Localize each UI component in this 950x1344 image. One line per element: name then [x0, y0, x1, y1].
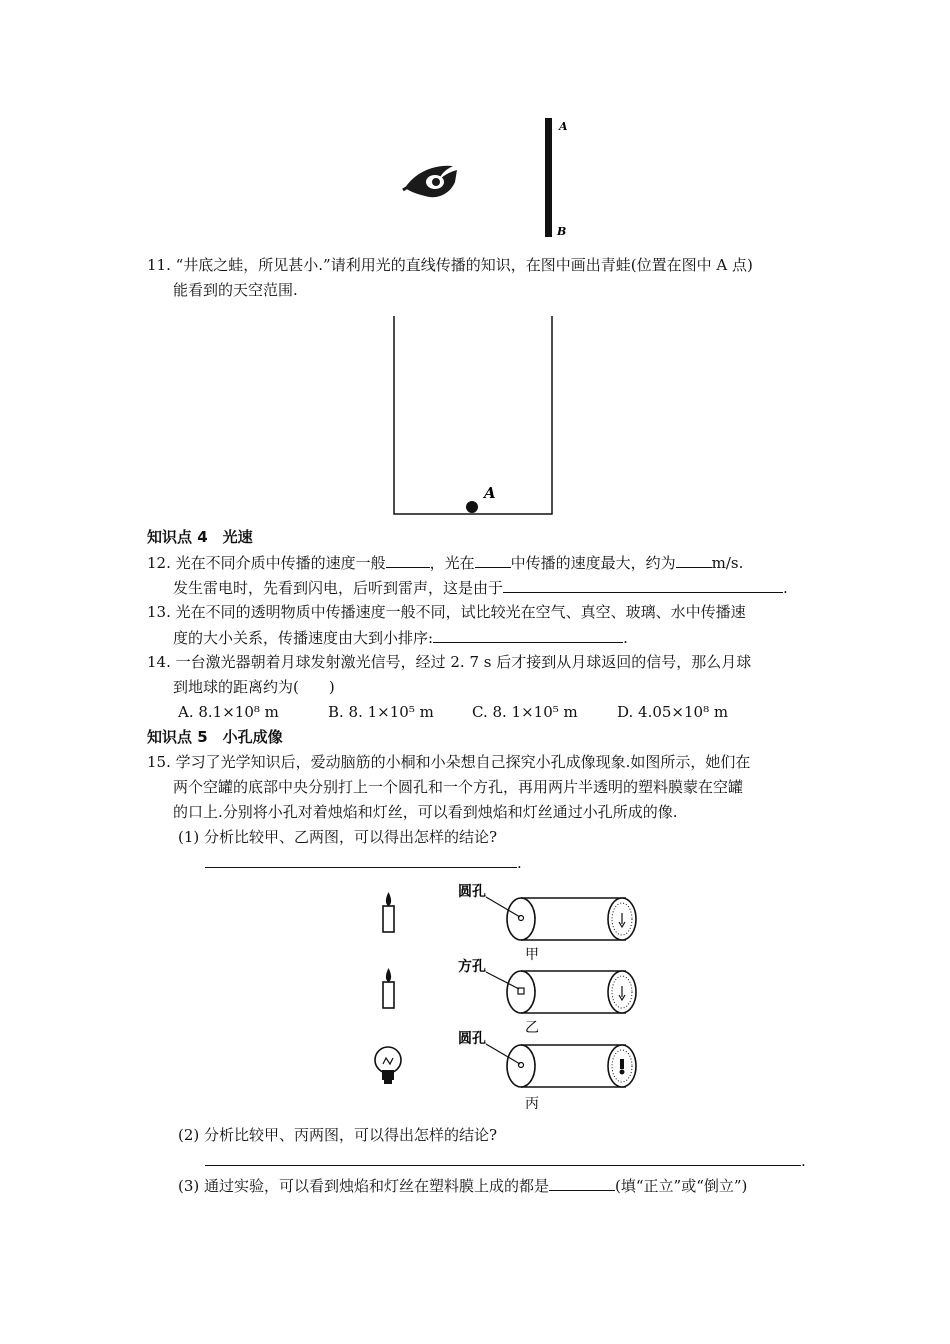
q15-line1: 15. 学习了光学知识后，爱动脑筋的小桐和小朵想自己探究小孔成像现象.如图所示，她们在 — [147, 753, 751, 771]
well-label-a: A — [484, 484, 496, 502]
q13-text-a: 度的大小关系，传播速度由大到小排序: — [173, 629, 434, 647]
q15-sub2: (2) 分析比较甲、丙两图，可以得出怎样的结论? — [178, 1126, 498, 1144]
eye-wall-figure — [395, 112, 585, 242]
q15-sub2-answer — [205, 1150, 806, 1171]
q11-line1: 11. “井底之蛙，所见甚小.”请利用光的直线传播的知识，在图中画出青蛙(位置在图中 A 点) — [147, 256, 753, 274]
candle-icon — [383, 968, 394, 1008]
q12-line1 — [147, 552, 743, 573]
label-round-hole-1: 圆孔 — [458, 884, 486, 900]
q13-blank[interactable] — [433, 627, 623, 643]
q13-line2 — [173, 627, 628, 648]
q13-line1: 13. 光在不同的透明物质中传播速度一般不同，试比较光在空气、真空、玻璃、水中传播速 — [147, 603, 746, 621]
q15-sub2-blank[interactable] — [205, 1150, 801, 1166]
wall-bar — [545, 118, 552, 237]
q15-sub3-blank[interactable] — [549, 1175, 615, 1191]
section4-title: 知识点 4 光速 — [147, 528, 253, 546]
q12-blank-4[interactable] — [503, 577, 783, 593]
q11-line2: 能看到的天空范围. — [173, 281, 298, 299]
can-round-hole — [507, 898, 636, 940]
q15-sub1-end: . — [517, 854, 522, 872]
q15-sub1-blank[interactable] — [205, 852, 517, 868]
caption-yi: 乙 — [525, 1020, 539, 1036]
q15-sub1: (1) 分析比较甲、乙两图，可以得出怎样的结论? — [178, 828, 498, 846]
q15-sub2-end: . — [801, 1152, 806, 1170]
pinhole-cans-figure — [368, 878, 650, 1112]
can-round-hole-bulb — [507, 1045, 636, 1087]
label-round-hole-2: 圆孔 — [458, 1031, 486, 1047]
q12-text-c: 中传播的速度最大，约为 — [510, 554, 676, 572]
caption-bing: 丙 — [525, 1096, 539, 1112]
eye-icon — [403, 166, 457, 198]
frog-point — [466, 501, 478, 513]
q15-sub3 — [178, 1175, 747, 1196]
q12-text-a: 12. 光在不同介质中传播的速度一般 — [147, 554, 386, 572]
q14-line2: 到地球的距离约为( ) — [173, 678, 335, 696]
q12-blank-3[interactable] — [676, 552, 712, 568]
q14-option-b[interactable]: B. 8. 1×10⁵ m — [328, 703, 434, 721]
q15-line2: 两个空罐的底部中央分别打上一个圆孔和一个方孔，再用两片半透明的塑料膜蒙在空罐 — [173, 778, 744, 796]
q14-option-c[interactable]: C. 8. 1×10⁵ m — [472, 703, 578, 721]
wall-label-a: A — [559, 120, 568, 133]
caption-jia: 甲 — [525, 947, 539, 963]
can-square-hole — [507, 971, 636, 1013]
q14-option-d[interactable]: D. 4.05×10⁸ m — [617, 703, 729, 721]
q12-line2 — [173, 577, 788, 598]
candle-icon — [383, 892, 394, 932]
q15-sub3-text-a: (3) 通过实验，可以看到烛焰和灯丝在塑料膜上成的都是 — [178, 1177, 550, 1195]
well-figure — [385, 312, 565, 522]
q12-text-d: m/s. — [711, 554, 744, 572]
q15-sub3-text-b: (填“正立”或“倒立”) — [615, 1177, 748, 1195]
well-outline — [394, 316, 552, 514]
q15-sub1-answer — [205, 852, 522, 873]
wall-label-b: B — [557, 225, 567, 238]
q12-blank-1[interactable] — [386, 552, 430, 568]
section5-title: 知识点 5 小孔成像 — [147, 728, 283, 746]
q12-text-f: . — [783, 579, 788, 597]
label-square-hole: 方孔 — [458, 959, 486, 975]
light-bulb-icon — [375, 1047, 401, 1084]
q12-text-e: 发生雷电时，先看到闪电，后听到雷声，这是由于 — [173, 579, 504, 597]
q12-text-b: ，光在 — [429, 554, 475, 572]
q14-option-a[interactable]: A. 8.1×10⁸ m — [178, 703, 279, 721]
q15-line3: 的口上.分别将小孔对着烛焰和灯丝，可以看到烛焰和灯丝通过小孔所成的像. — [173, 803, 678, 821]
q14-line1: 14. 一台激光器朝着月球发射激光信号，经过 2. 7 s 后才接到从月球返回的信号，那么月球 — [147, 653, 752, 671]
q13-text-b: . — [623, 629, 628, 647]
q12-blank-2[interactable] — [475, 552, 511, 568]
